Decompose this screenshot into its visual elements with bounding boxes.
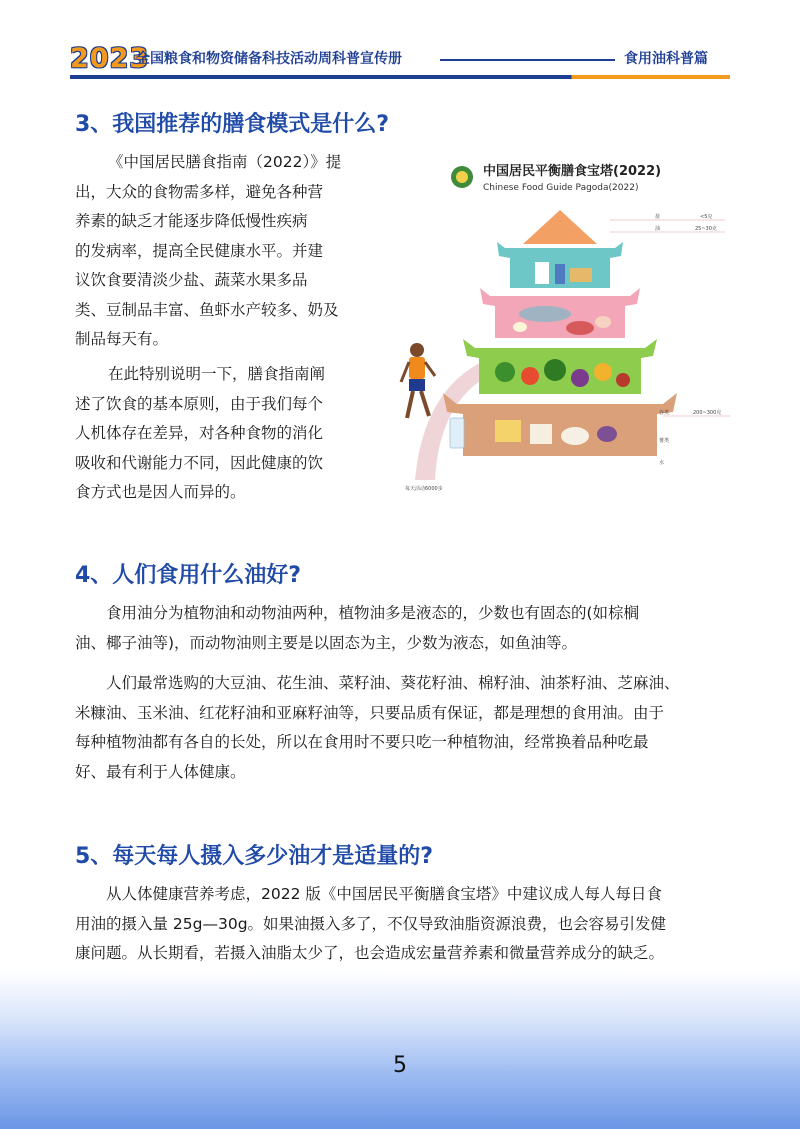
oil-label: 油 [655,226,661,232]
section5-paragraph1 [75,880,735,969]
pagoda-tier-grains [443,393,677,456]
page-header [0,0,800,80]
header-divider [440,59,615,61]
pagoda-tier-salt-oil [523,210,597,244]
pagoda-title-en: Chinese Food Guide Pagoda(2022) [483,183,639,193]
section4-paragraph1 [75,599,735,658]
grain-value: 200~300克 [693,410,722,416]
text-line: 食方式也是因人而异的。 [75,483,246,501]
text-line: 的发病率，提高全民健康水平。并建 [75,241,324,260]
text-line: 好、最有利于人体健康。 [75,762,246,781]
page-number: 5 [393,1053,407,1078]
salt-label: 盐 [655,214,661,220]
text-line: 类、豆制品丰富、鱼虾水产较多、奶及 [75,300,339,319]
section3-heading: 3、我国推荐的膳食模式是什么? [75,112,390,137]
text-line: 吸收和代谢能力不同，因此健康的饮 [75,453,324,472]
header-title: 全国粮食和物资储备科技活动周科普宣传册 [136,51,402,67]
steps-label: 每天活动6000步 [405,486,443,492]
section3-paragraph1 [75,148,368,355]
text-line: 油、椰子油等)，而动物油则主要是以固态为主，少数为液态，如鱼油等。 [75,633,578,652]
text-line: 《中国居民膳食指南（2022）》提 [108,153,342,171]
section3-paragraph2 [75,360,368,508]
section4-paragraph2 [75,669,735,787]
grain-label: 谷类 [659,410,670,416]
text-line: 人们最常选购的大豆油、花生油、菜籽油、葵花籽油、棉籽油、油茶籽油、芝麻油、 [106,674,680,692]
text-line: 在此特别说明一下，膳食指南阐 [108,365,326,383]
header-year: 2023 [70,43,150,74]
runner-figure [401,343,435,418]
text-line: 从人体健康营养考虑，2022 版《中国居民平衡膳食宝塔》中建议成人每人每日食 [106,885,662,903]
text-line: 用油的摄入量 25g—30g。如果油摄入多了，不仅导致油脂资源浪费，也会容易引发健 [75,914,667,933]
food-pagoda-illustration [395,150,730,500]
text-line: 述了饮食的基本原则，由于我们每个 [75,394,324,413]
water-label: 水 [659,460,665,466]
oil-value: 25~30克 [695,226,717,232]
text-line: 食用油分为植物油和动物油两种，植物油多是液态的，少数也有固态的(如棕榈 [106,604,640,622]
text-line: 出，大众的食物需多样，避免各种营 [75,182,324,201]
text-line: 人机体存在差异，对各种食物的消化 [75,424,324,442]
text-line: 米糠油、玉米油、红花籽油和亚麻籽油等，只要品质有保证，都是理想的食用油。由于 [75,703,665,722]
footer-background [0,970,800,1129]
section5-heading: 5、每天每人摄入多少油才是适量的? [75,844,434,869]
salt-value: <5克 [700,214,713,220]
tuber-label: 薯类 [659,438,670,444]
section4-heading: 4、人们食用什么油好? [75,563,302,588]
text-line: 议饮食要清淡少盐、蔬菜水果多品 [75,271,308,289]
header-section: 食用油科普篇 [624,51,708,67]
text-line: 每种植物油都有各自的长处，所以在食用时不要只吃一种植物油，经常换着品种吃最 [75,733,649,751]
text-line: 制品每天有。 [75,330,169,348]
text-line: 康问题。从长期看，若摄入油脂太少了，也会造成宏量营养素和微量营养成分的缺乏。 [75,944,665,962]
text-line: 养素的缺乏才能逐步降低慢性疾病 [75,212,308,230]
pagoda-title-cn: 中国居民平衡膳食宝塔(2022) [483,164,662,179]
header-bar [70,75,730,79]
